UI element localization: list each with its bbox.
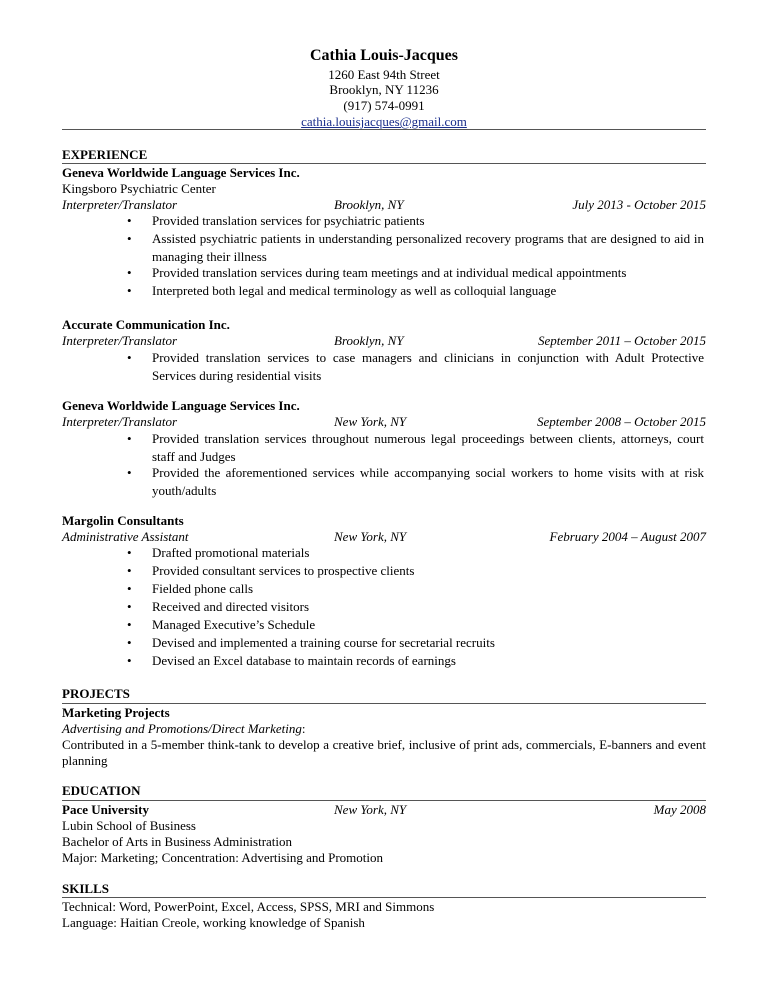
skills-heading: SKILLS bbox=[62, 881, 109, 896]
resume-page: Cathia Louis-Jacques 1260 East 94th Street Brooklyn, NY 11236 (917) 574-0991 cathia.louisjacques@gmail.com EXPERIENCE Geneva Worldwide Language Services Inc. Kingsboro Psychiatric Center Interpreter/Translator Brooklyn, NY July 2013 - October 2015 • Provided translation services for psychiatric patients • Assisted psychiatric patients in understanding personalized recovery programs that are designed to aid in managing their illness • Provided translation services during team meetings and at individual medical appointments • Interpreted both legal and medical terminology as well as colloquial language Accurate Communication Inc. Interpreter/Translator Brooklyn, NY September 2011 – October 2015 • Provided translation services to case managers and clinicians in conjunction with Adult Protective Services during residential visits Geneva Worldwide Language Services Inc. Interpreter/Translator New York, NY September 2008 – October 2015 • Provided translation services throughout numerous legal proceedings between clients, attorneys, court staff and Judges • Provided the aforementioned services while accompanying social workers to home visits with at risk youth/adults Margolin Consultants Administrative Assistant New York, NY February 2004 – August 2007 • Drafted promotional materials • Provided consultant services to prospective clients • Fielded phone calls • Received and directed visitors • Managed Executive’s Schedule • Devised and implemented a training course for secretarial recruits • Devised an Excel database to maintain records of earnings PROJECTS Marketing Projects Advertising and Promotions/Direct Marketing: Contributed in a 5-member think-tank to develop a creative brief, inclusive of print ads, commercials, E-banners and event planning EDUCATION Pace University New York, NY May 2008 Lubin School of Business Bachelor of Arts in Business Administration Major: Marketing; Concentration: Advertising and Promotion SKILLS Technical: Word, PowerPoint, Excel, Access, SPSS, MRI and Simmons Language: Haitian Creole, working knowledge of Spanish bbox=[0, 0, 768, 994]
bullet-icon: • bbox=[127, 653, 132, 668]
bullet-icon: • bbox=[127, 431, 132, 446]
list-item: • Provided translation services during team meetings and at individual medical appointments bbox=[127, 265, 627, 280]
phone-number: (917) 574-0991 bbox=[343, 98, 425, 113]
graduation-date: May 2008 bbox=[653, 802, 706, 817]
list-item: • Provided translation services to case managers and clinicians in conjunction with Adult Protective Services during residential visits bbox=[127, 350, 704, 383]
list-item: • Devised and implemented a training course for secretarial recruits bbox=[127, 635, 495, 650]
job-title: Administrative Assistant bbox=[62, 529, 189, 544]
job-location: New York, NY bbox=[334, 414, 407, 429]
job-dates: September 2008 – October 2015 bbox=[537, 414, 706, 429]
experience-heading: EXPERIENCE bbox=[62, 147, 148, 162]
list-item: • Provided consultant services to prospective clients bbox=[127, 563, 415, 578]
skills-divider bbox=[62, 897, 706, 898]
company-name: Margolin Consultants bbox=[62, 513, 184, 528]
job-location: Brooklyn, NY bbox=[334, 197, 404, 212]
list-item: • Assisted psychiatric patients in understanding personalized recovery programs that are designed to aid in managing their illness bbox=[127, 231, 704, 264]
email-link[interactable]: cathia.louisjacques@gmail.com bbox=[301, 114, 467, 129]
bullet-icon: • bbox=[127, 599, 132, 614]
projects-heading: PROJECTS bbox=[62, 686, 130, 701]
list-item: • Fielded phone calls bbox=[127, 581, 254, 596]
projects-divider bbox=[62, 703, 706, 704]
bullet-icon: • bbox=[127, 283, 132, 298]
school-division: Lubin School of Business bbox=[62, 818, 196, 833]
bullet-icon: • bbox=[127, 545, 132, 560]
list-item: • Provided translation services throughout numerous legal proceedings between clients, attorneys, court staff and Judges bbox=[127, 431, 704, 464]
sub-company-name: Kingsboro Psychiatric Center bbox=[62, 181, 216, 196]
project-description: Contributed in a 5-member think-tank to develop a creative brief, inclusive of print ads, commercials, E-banners and event planning bbox=[62, 737, 706, 768]
candidate-name: Cathia Louis-Jacques bbox=[309, 47, 459, 64]
list-item: • Provided the aforementioned services while accompanying social workers to home visits with at risk youth/adults bbox=[127, 465, 704, 498]
project-subtitle: Advertising and Promotions/Direct Marketing bbox=[62, 721, 302, 736]
list-item: • Interpreted both legal and medical terminology as well as colloquial language bbox=[127, 283, 557, 298]
company-name: Geneva Worldwide Language Services Inc. bbox=[62, 398, 300, 413]
education-heading: EDUCATION bbox=[62, 783, 141, 798]
language-skills: Language: Haitian Creole, working knowledge of Spanish bbox=[62, 915, 365, 930]
job-dates: February 2004 – August 2007 bbox=[549, 529, 706, 544]
job-title: Interpreter/Translator bbox=[62, 333, 178, 348]
list-item: • Devised an Excel database to maintain records of earnings bbox=[127, 653, 456, 668]
bullet-icon: • bbox=[127, 581, 132, 596]
company-name: Accurate Communication Inc. bbox=[62, 317, 230, 332]
header-divider bbox=[62, 129, 706, 130]
bullet-icon: • bbox=[127, 635, 132, 650]
bullet-icon: • bbox=[127, 265, 132, 280]
job-dates: July 2013 - October 2015 bbox=[572, 197, 706, 212]
list-item: • Drafted promotional materials bbox=[127, 545, 310, 560]
job-title: Interpreter/Translator bbox=[62, 414, 178, 429]
experience-divider bbox=[62, 163, 706, 164]
job-location: Brooklyn, NY bbox=[334, 333, 404, 348]
school-location: New York, NY bbox=[334, 802, 407, 817]
job-location: New York, NY bbox=[334, 529, 407, 544]
bullet-icon: • bbox=[127, 213, 132, 228]
education-divider bbox=[62, 800, 706, 801]
job-dates: September 2011 – October 2015 bbox=[537, 333, 706, 348]
address-line-1: 1260 East 94th Street bbox=[328, 67, 440, 82]
bullet-icon: • bbox=[127, 465, 132, 480]
bullet-icon: • bbox=[127, 617, 132, 632]
list-item: • Managed Executive’s Schedule bbox=[127, 617, 316, 632]
bullet-icon: • bbox=[127, 231, 132, 246]
bullet-icon: • bbox=[127, 563, 132, 578]
list-item: • Received and directed visitors bbox=[127, 599, 310, 614]
major: Major: Marketing; Concentration: Advertising and Promotion bbox=[62, 850, 383, 865]
address-line-2: Brooklyn, NY 11236 bbox=[329, 82, 439, 97]
job-title: Interpreter/Translator bbox=[62, 197, 178, 212]
technical-skills: Technical: Word, PowerPoint, Excel, Access, SPSS, MRI and Simmons bbox=[62, 899, 435, 914]
company-name: Geneva Worldwide Language Services Inc. bbox=[62, 165, 300, 180]
project-title: Marketing Projects bbox=[62, 705, 170, 720]
degree: Bachelor of Arts in Business Administration bbox=[62, 834, 293, 849]
school-name: Pace University bbox=[62, 802, 150, 817]
bullet-icon: • bbox=[127, 350, 132, 365]
list-item: • Provided translation services for psychiatric patients bbox=[127, 213, 425, 228]
